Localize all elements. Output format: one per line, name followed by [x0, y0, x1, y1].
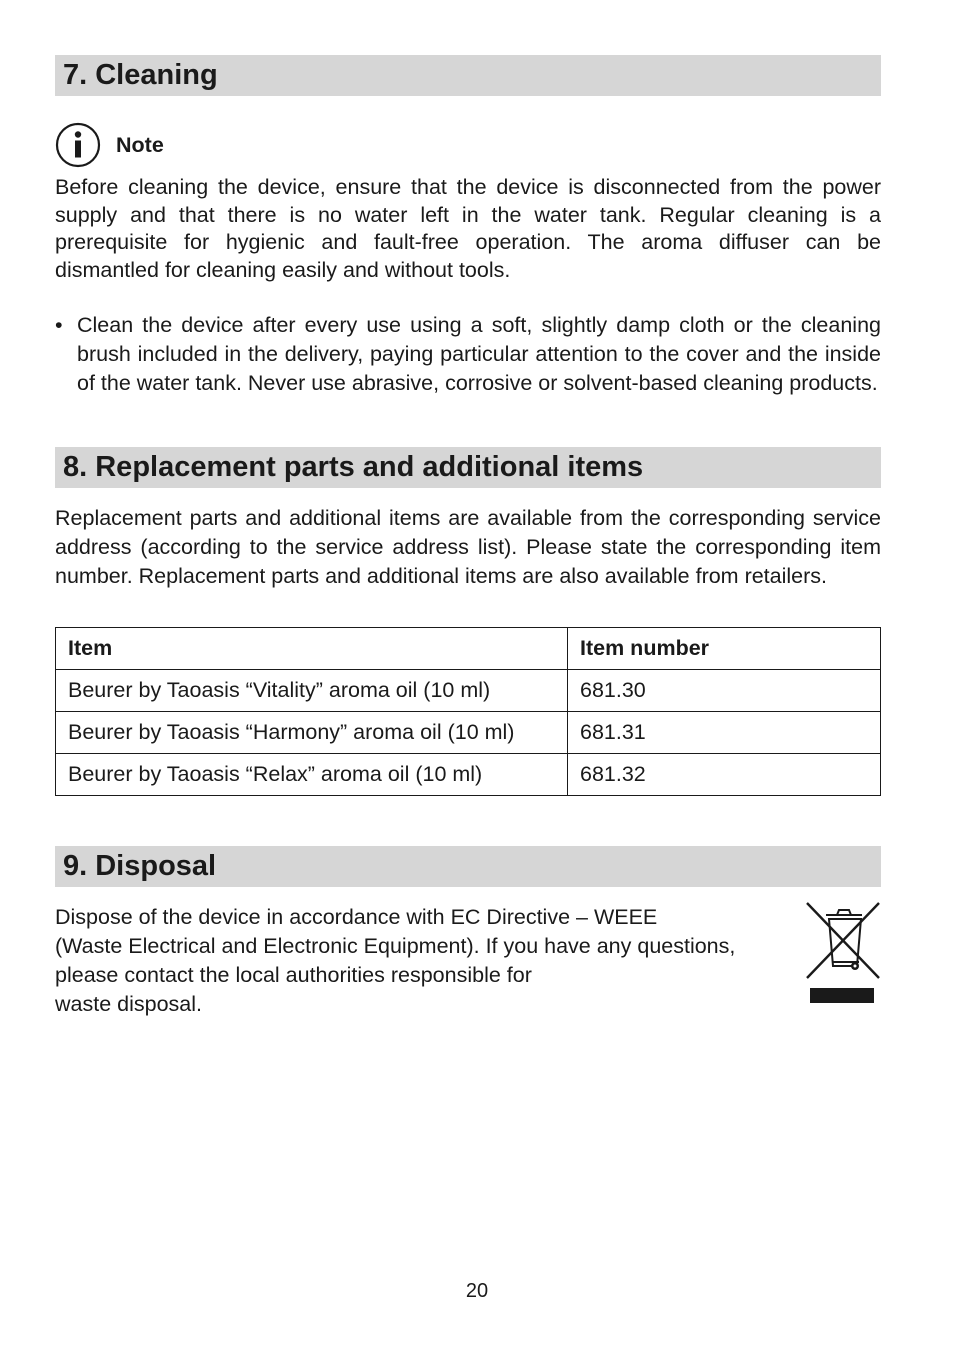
- disposal-line: Dispose of the device in accordance with EC Directive – WEEE: [55, 905, 658, 929]
- disposal-line: (Waste Electrical and Electronic Equipment). If you have any questions,: [55, 934, 736, 958]
- cleaning-bullet-item: [55, 311, 881, 398]
- disposal-line: waste disposal.: [55, 992, 202, 1016]
- table-header-row: [56, 628, 881, 670]
- bullet-dot: •: [55, 313, 63, 337]
- table-cell-item-number: 681.32: [568, 754, 881, 796]
- table-cell-item-number: 681.31: [568, 712, 881, 754]
- note-label: Note: [116, 132, 164, 157]
- info-icon: [55, 122, 101, 168]
- replacement-parts-table: [55, 627, 881, 796]
- replacement-intro: Replacement parts and additional items are available from the corresponding service address (according to the service address list). Please state the corresponding item number. Replacement parts and additional items are also available from retailers.: [55, 506, 881, 588]
- table-header-item-number: Item number: [568, 628, 881, 670]
- crossed-out-wheelie-bin-icon: [804, 900, 882, 1005]
- table-cell-item: Beurer by Taoasis “Relax” aroma oil (10 ml): [56, 754, 568, 796]
- table-cell-item: Beurer by Taoasis “Harmony” aroma oil (10 ml): [56, 712, 568, 754]
- table-row: [56, 670, 881, 712]
- cleaning-bullet-text: Clean the device after every use using a soft, slightly damp cloth or the cleaning brush included in the delivery, paying particular attention to the cover and the inside of the water tank. Never use abrasive, corrosive or solvent-based cleaning products.: [77, 313, 881, 395]
- table-row: [56, 712, 881, 754]
- cleaning-heading: 7. Cleaning: [55, 55, 881, 96]
- disposal-text: [55, 903, 795, 1019]
- disposal-heading: 9. Disposal: [55, 846, 881, 887]
- table-row: [56, 754, 881, 796]
- note-text: Before cleaning the device, ensure that the device is disconnected from the power supply and that there is no water left in the water tank. Regular cleaning is a prerequisite for hygienic and fault-free operation. The aroma diffuser can be dismantled for cleaning easily and without tools.: [55, 175, 881, 282]
- page-number: 20: [465, 1280, 489, 1302]
- table-cell-item: Beurer by Taoasis “Vitality” aroma oil (10 ml): [56, 670, 568, 712]
- table-header-item: Item: [56, 628, 568, 670]
- table-cell-item-number: 681.30: [568, 670, 881, 712]
- replacement-heading: 8. Replacement parts and additional items: [55, 447, 881, 488]
- disposal-line: please contact the local authorities responsible for: [55, 963, 532, 987]
- note-row: [55, 122, 164, 168]
